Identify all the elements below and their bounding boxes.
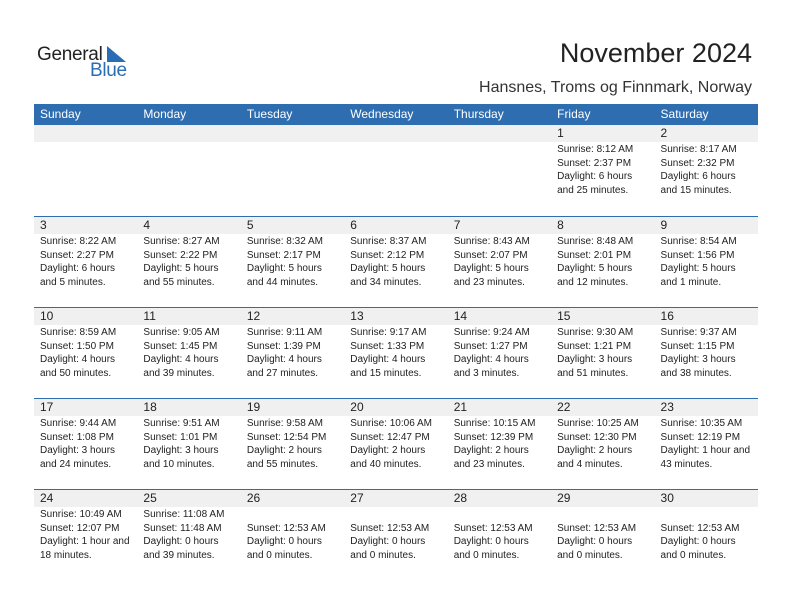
- day-info-line: and 25 minutes.: [557, 184, 629, 196]
- week-row: [34, 489, 758, 580]
- day-info-line: and 23 minutes.: [453, 276, 525, 288]
- day-info-line: Sunrise: 9:17 AM: [350, 327, 427, 338]
- day-info-line: Sunset: 1:50 PM: [40, 340, 114, 352]
- day-cell: [448, 216, 551, 306]
- day-cell: [448, 398, 551, 488]
- day-info-line: and 39 minutes.: [143, 367, 215, 379]
- day-cell: [448, 125, 551, 215]
- day-sun-info: [655, 325, 758, 380]
- weeks-container: [34, 125, 758, 580]
- day-info-line: and 5 minutes.: [40, 276, 106, 288]
- day-sun-info: [344, 325, 447, 380]
- day-cell: [241, 216, 344, 306]
- day-number: 19: [241, 399, 344, 416]
- day-info-line: Sunset: 1:45 PM: [143, 340, 218, 352]
- day-info-line: Sunrise: 10:25 AM: [557, 418, 639, 429]
- day-info-line: [661, 508, 758, 522]
- day-cell: [34, 216, 137, 306]
- day-cell: [344, 398, 447, 488]
- day-sun-info: [241, 142, 344, 143]
- day-info-line: and 51 minutes.: [557, 367, 629, 379]
- day-info-line: Sunrise: 10:06 AM: [350, 418, 432, 429]
- day-info-line: Sunset: 2:07 PM: [453, 249, 528, 261]
- day-info-line: Daylight: 0 hours: [557, 536, 633, 548]
- day-cell: [551, 125, 654, 215]
- day-sun-info: [137, 234, 240, 289]
- day-info-line: 43 minutes.: [660, 458, 713, 470]
- day-info-line: Daylight: 2 hours: [557, 445, 633, 457]
- day-info-line: Sunrise: 9:37 AM: [660, 327, 737, 338]
- day-info-line: Sunrise: 9:05 AM: [143, 327, 220, 338]
- page-title: November 2024: [559, 38, 752, 68]
- day-cell: [34, 489, 137, 579]
- day-info-line: Sunrise: 9:58 AM: [246, 418, 323, 429]
- day-cell: [655, 398, 758, 488]
- day-info-line: and 40 minutes.: [350, 458, 422, 470]
- day-sun-info: [655, 507, 758, 562]
- day-number: 29: [551, 490, 654, 507]
- day-sun-info: [241, 507, 344, 562]
- day-sun-info: [551, 507, 654, 562]
- day-info-line: Sunset: 12:39 PM: [453, 431, 534, 443]
- day-cell: [448, 489, 551, 579]
- day-info-line: Sunset: 1:08 PM: [40, 431, 114, 443]
- day-info-line: Daylight: 4 hours: [350, 354, 426, 366]
- day-cell: [241, 489, 344, 579]
- day-number: 10: [34, 308, 137, 325]
- day-info-line: and 34 minutes.: [350, 276, 422, 288]
- day-sun-info: [551, 142, 654, 197]
- day-info-line: and 3 minutes.: [453, 367, 520, 379]
- day-info-line: Daylight: 3 hours: [660, 354, 736, 366]
- calendar-grid: [34, 104, 758, 580]
- day-info-line: Sunset: 12:53 AM: [453, 522, 533, 534]
- logo-text-blue: Blue: [90, 60, 127, 81]
- day-cell: [34, 398, 137, 488]
- day-number: [34, 125, 137, 142]
- day-number: 16: [655, 308, 758, 325]
- day-info-line: Sunrise: 8:48 AM: [557, 236, 634, 247]
- generalblue-logo: [37, 44, 137, 80]
- day-info-line: Daylight: 0 hours: [143, 536, 219, 548]
- day-info-line: and 0 minutes.: [557, 549, 623, 561]
- day-number: 1: [551, 125, 654, 142]
- day-sun-info: [241, 325, 344, 380]
- day-info-line: Daylight: 6 hours: [557, 171, 633, 183]
- day-number: 3: [34, 217, 137, 234]
- day-info-line: [350, 508, 447, 522]
- day-info-line: Sunrise: 9:51 AM: [143, 418, 220, 429]
- day-info-line: Daylight: 3 hours: [557, 354, 633, 366]
- day-info-line: Sunset: 2:17 PM: [246, 249, 321, 261]
- day-number: 18: [137, 399, 240, 416]
- day-info-line: Daylight: 0 hours: [350, 536, 426, 548]
- day-info-line: Daylight: 5 hours: [453, 263, 529, 275]
- day-info-line: Daylight: 2 hours: [246, 445, 322, 457]
- day-sun-info: [344, 507, 447, 562]
- day-cell: [137, 398, 240, 488]
- day-sun-info: [551, 234, 654, 289]
- day-number: 15: [551, 308, 654, 325]
- day-cell: [34, 307, 137, 397]
- day-sun-info: [137, 507, 240, 562]
- day-cell: [344, 307, 447, 397]
- day-cell: [551, 307, 654, 397]
- location-subtitle: Hansnes, Troms og Finnmark, Norway: [479, 79, 752, 96]
- day-number: 21: [448, 399, 551, 416]
- day-info-line: Sunrise: 8:12 AM: [557, 144, 634, 155]
- day-sun-info: [448, 142, 551, 143]
- day-info-line: Sunset: 1:56 PM: [660, 249, 735, 261]
- day-sun-info: [448, 234, 551, 289]
- day-sun-info: [448, 416, 551, 471]
- weekday-saturday: Saturday: [660, 107, 709, 121]
- day-info-line: Daylight: 5 hours: [557, 263, 633, 275]
- day-info-line: Daylight: 0 hours: [453, 536, 529, 548]
- day-info-line: Sunrise: 8:43 AM: [453, 236, 530, 247]
- day-number: 27: [344, 490, 447, 507]
- day-info-line: Daylight: 6 hours: [40, 263, 116, 275]
- day-sun-info: [551, 325, 654, 380]
- week-row: [34, 125, 758, 216]
- day-sun-info: [34, 325, 137, 380]
- day-cell: [655, 489, 758, 579]
- day-info-line: and 15 minutes.: [660, 184, 732, 196]
- day-sun-info: [344, 416, 447, 471]
- day-info-line: Daylight: 2 hours: [350, 445, 426, 457]
- day-info-line: Sunset: 2:12 PM: [350, 249, 425, 261]
- day-info-line: Sunset: 12:54 PM: [246, 431, 327, 443]
- day-number: 23: [655, 399, 758, 416]
- day-sun-info: [344, 234, 447, 289]
- day-info-line: Sunrise: 9:30 AM: [557, 327, 634, 338]
- day-number: 2: [655, 125, 758, 142]
- day-info-line: Daylight: 1 hour and: [660, 445, 751, 457]
- day-info-line: Sunset: 2:27 PM: [40, 249, 114, 261]
- day-info-line: Daylight: 4 hours: [246, 354, 322, 366]
- day-info-line: 18 minutes.: [40, 549, 92, 561]
- day-number: 11: [137, 308, 240, 325]
- day-info-line: Sunrise: 11:08 AM: [143, 509, 225, 520]
- day-info-line: Sunrise: 10:49 AM: [40, 509, 122, 520]
- day-number: [241, 125, 344, 142]
- day-info-line: Sunrise: 8:17 AM: [660, 144, 737, 155]
- day-info-line: Sunrise: 9:11 AM: [246, 327, 323, 338]
- day-number: 13: [344, 308, 447, 325]
- weekday-sunday: Sunday: [40, 107, 81, 121]
- day-info-line: Sunset: 12:53 AM: [350, 522, 430, 534]
- day-info-line: and 23 minutes.: [453, 458, 525, 470]
- weekday-friday: Friday: [557, 107, 591, 121]
- day-info-line: Sunset: 1:15 PM: [660, 340, 735, 352]
- day-sun-info: [655, 416, 758, 471]
- day-number: 30: [655, 490, 758, 507]
- day-cell: [448, 307, 551, 397]
- day-info-line: Sunrise: 8:54 AM: [660, 236, 737, 247]
- day-cell: [137, 307, 240, 397]
- day-info-line: Daylight: 5 hours: [350, 263, 426, 275]
- day-info-line: Daylight: 1 hour and: [40, 536, 130, 548]
- day-sun-info: [137, 325, 240, 380]
- day-info-line: Daylight: 4 hours: [143, 354, 219, 366]
- day-cell: [551, 216, 654, 306]
- day-info-line: Sunset: 1:27 PM: [453, 340, 528, 352]
- weekday-thursday: Thursday: [453, 107, 504, 121]
- day-info-line: Daylight: 5 hours: [660, 263, 736, 275]
- day-sun-info: [655, 234, 758, 289]
- logo-text-general: General: [37, 44, 103, 65]
- day-info-line: Sunset: 1:39 PM: [246, 340, 321, 352]
- week-row: [34, 216, 758, 307]
- day-number: 28: [448, 490, 551, 507]
- day-info-line: Daylight: 0 hours: [660, 536, 736, 548]
- day-number: 24: [34, 490, 137, 507]
- day-info-line: Daylight: 3 hours: [40, 445, 116, 457]
- day-info-line: Sunrise: 9:24 AM: [453, 327, 530, 338]
- day-number: 14: [448, 308, 551, 325]
- day-number: 20: [344, 399, 447, 416]
- day-sun-info: [34, 142, 137, 143]
- weekday-monday: Monday: [143, 107, 187, 121]
- day-number: 5: [241, 217, 344, 234]
- day-cell: [137, 489, 240, 579]
- day-info-line: Sunrise: 8:59 AM: [40, 327, 117, 338]
- day-cell: [137, 216, 240, 306]
- day-info-line: Daylight: 5 hours: [143, 263, 219, 275]
- day-number: [344, 125, 447, 142]
- day-info-line: Sunset: 12:53 AM: [660, 522, 740, 534]
- day-info-line: Daylight: 4 hours: [40, 354, 116, 366]
- day-sun-info: [655, 142, 758, 197]
- day-info-line: and 55 minutes.: [143, 276, 215, 288]
- day-number: 22: [551, 399, 654, 416]
- day-number: 9: [655, 217, 758, 234]
- day-info-line: Daylight: 6 hours: [660, 171, 736, 183]
- day-info-line: and 0 minutes.: [660, 549, 727, 561]
- day-info-line: Sunset: 12:47 PM: [350, 431, 430, 443]
- day-info-line: and 55 minutes.: [246, 458, 319, 470]
- day-info-line: Sunrise: 8:27 AM: [143, 236, 220, 247]
- day-number: 17: [34, 399, 137, 416]
- day-info-line: Daylight: 5 hours: [246, 263, 322, 275]
- day-cell: [344, 125, 447, 215]
- day-cell: [344, 489, 447, 579]
- day-cell: [241, 398, 344, 488]
- day-number: 25: [137, 490, 240, 507]
- day-sun-info: [34, 234, 137, 289]
- day-info-line: and 0 minutes.: [246, 549, 313, 561]
- day-info-line: Sunset: 12:07 PM: [40, 522, 120, 534]
- day-cell: [655, 125, 758, 215]
- day-info-line: Sunset: 1:21 PM: [557, 340, 632, 352]
- day-cell: [137, 125, 240, 215]
- weekday-wednesday: Wednesday: [350, 107, 414, 121]
- day-sun-info: [137, 142, 240, 143]
- day-info-line: Sunset: 12:53 AM: [557, 522, 637, 534]
- week-row: [34, 398, 758, 489]
- day-info-line: and 1 minute.: [660, 276, 722, 288]
- day-cell: [551, 489, 654, 579]
- day-info-line: Sunrise: 10:35 AM: [660, 418, 743, 429]
- day-cell: [655, 307, 758, 397]
- day-info-line: Sunrise: 10:15 AM: [453, 418, 536, 429]
- day-info-line: Daylight: 3 hours: [143, 445, 219, 457]
- day-info-line: Sunrise: 8:37 AM: [350, 236, 427, 247]
- day-info-line: Sunrise: 9:44 AM: [40, 418, 117, 429]
- day-info-line: Daylight: 2 hours: [453, 445, 529, 457]
- day-info-line: Daylight: 0 hours: [246, 536, 322, 548]
- day-sun-info: [448, 507, 551, 562]
- day-number: 6: [344, 217, 447, 234]
- day-info-line: and 0 minutes.: [453, 549, 520, 561]
- day-sun-info: [344, 142, 447, 143]
- day-info-line: Sunset: 2:37 PM: [557, 157, 632, 169]
- day-info-line: and 39 minutes.: [143, 549, 215, 561]
- day-sun-info: [551, 416, 654, 471]
- day-info-line: and 38 minutes.: [660, 367, 732, 379]
- day-number: [137, 125, 240, 142]
- weekday-header-row: [34, 104, 758, 125]
- day-info-line: Sunset: 12:53 AM: [246, 522, 326, 534]
- day-cell: [344, 216, 447, 306]
- weekday-tuesday: Tuesday: [246, 107, 293, 121]
- week-row: [34, 307, 758, 398]
- day-sun-info: [241, 416, 344, 471]
- day-number: [448, 125, 551, 142]
- day-number: 12: [241, 308, 344, 325]
- day-info-line: [454, 508, 551, 522]
- day-info-line: and 12 minutes.: [557, 276, 629, 288]
- day-cell: [241, 307, 344, 397]
- day-number: 26: [241, 490, 344, 507]
- day-number: 7: [448, 217, 551, 234]
- day-cell: [34, 125, 137, 215]
- day-info-line: and 15 minutes.: [350, 367, 422, 379]
- day-sun-info: [241, 234, 344, 289]
- day-number: 8: [551, 217, 654, 234]
- day-info-line: Sunrise: 8:22 AM: [40, 236, 117, 247]
- day-number: 4: [137, 217, 240, 234]
- day-info-line: Sunrise: 8:32 AM: [246, 236, 323, 247]
- day-sun-info: [34, 507, 137, 562]
- day-info-line: [247, 508, 344, 522]
- day-info-line: Sunset: 2:01 PM: [557, 249, 632, 261]
- day-cell: [655, 216, 758, 306]
- day-sun-info: [448, 325, 551, 380]
- day-info-line: and 0 minutes.: [350, 549, 416, 561]
- day-info-line: Sunset: 2:32 PM: [660, 157, 735, 169]
- day-info-line: and 24 minutes.: [40, 458, 112, 470]
- day-info-line: and 4 minutes.: [557, 458, 623, 470]
- day-info-line: and 10 minutes.: [143, 458, 215, 470]
- day-info-line: Sunset: 12:30 PM: [557, 431, 637, 443]
- day-info-line: Sunset: 11:48 AM: [143, 522, 222, 534]
- day-sun-info: [137, 416, 240, 471]
- day-info-line: and 44 minutes.: [246, 276, 319, 288]
- day-info-line: and 27 minutes.: [246, 367, 319, 379]
- day-info-line: Daylight: 4 hours: [453, 354, 529, 366]
- day-sun-info: [34, 416, 137, 471]
- day-info-line: Sunset: 2:22 PM: [143, 249, 218, 261]
- day-info-line: Sunset: 1:01 PM: [143, 431, 218, 443]
- day-info-line: Sunset: 12:19 PM: [660, 431, 741, 443]
- day-cell: [551, 398, 654, 488]
- day-info-line: [557, 508, 654, 522]
- day-cell: [241, 125, 344, 215]
- day-info-line: Sunset: 1:33 PM: [350, 340, 425, 352]
- day-info-line: and 50 minutes.: [40, 367, 112, 379]
